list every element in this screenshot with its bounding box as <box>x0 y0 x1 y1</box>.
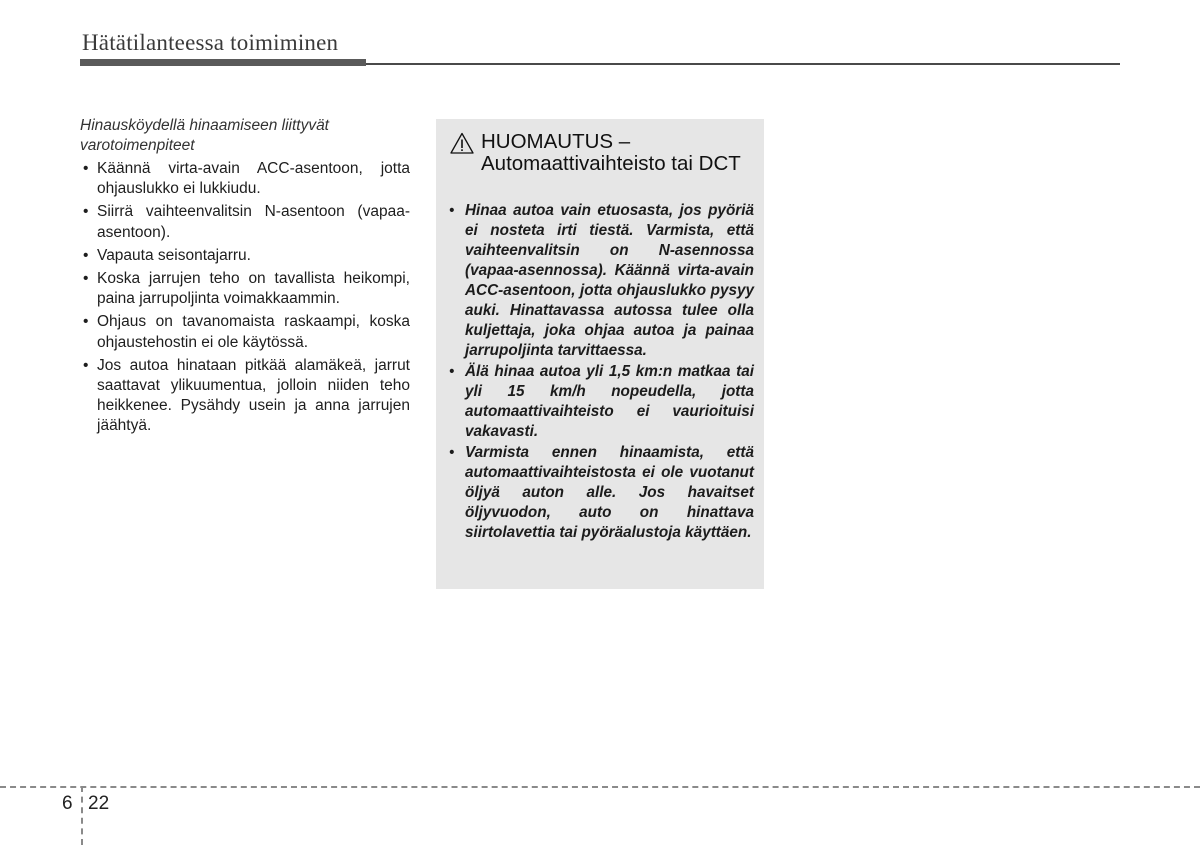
page-number: 22 <box>88 793 110 814</box>
notice-header <box>450 131 750 174</box>
list-item-text: Älä hinaa autoa yli 1,5 km:n matkaa tai yli 15 km/h nopeudella, jotta automaattivaihteisto ei vaurioituisi vakavasti. <box>465 363 754 440</box>
list-item <box>80 202 410 242</box>
list-item-text: Varmista ennen hinaamista, että automaattivaihteistosta ei ole vuotanut öljyä auton alle. Jos havaitset öljyvuodon, auto on hinattava siirtolavettia tai pyöräalustoja käyttäen. <box>465 444 754 541</box>
bullet-icon: • <box>83 160 89 177</box>
page-header-title: Hätätilanteessa toimiminen <box>82 30 339 55</box>
list-item <box>80 312 410 352</box>
notice-list <box>448 201 754 544</box>
list-item-text: Jos autoa hinataan pitkää alamäkeä, jarrut saattavat ylikuumentua, jolloin niiden teho heikkenee. Pysähdy usein ja anna jarrujen jäähtyä. <box>97 356 410 435</box>
bullet-icon: • <box>83 270 89 288</box>
list-item-text: Käännä virta-avain ACC-asentoon, jotta ohjauslukko ei lukkiudu. <box>97 160 410 198</box>
footer-dashed-rule <box>0 786 1200 788</box>
warning-triangle-icon <box>450 132 474 154</box>
bullet-icon: • <box>83 356 89 374</box>
section-number: 6 <box>62 793 73 814</box>
footer-dashed-divider <box>81 786 83 845</box>
list-item <box>448 201 754 361</box>
bullet-icon: • <box>83 313 89 331</box>
section-heading: Hinausköydellä hinaamiseen liittyvät varotoimenpiteet <box>80 117 329 154</box>
list-item <box>448 362 754 442</box>
bullet-icon: • <box>83 246 89 264</box>
precaution-list <box>80 159 410 437</box>
header-accent-bar <box>80 59 366 66</box>
list-item <box>448 443 754 543</box>
header-rule <box>366 63 1120 65</box>
list-item <box>80 246 410 266</box>
bullet-icon: • <box>449 444 455 461</box>
list-item-text: Hinaa autoa vain etuosasta, jos pyöriä ei nosteta irti tiestä. Varmista, että vaihteenvalitsin on N-asennossa (vapaa-asennossa). Käännä virta-avain ACC-asentoon, jotta ohjauslukko pysyy auki. Hinattavassa autossa tulee olla kuljettaja, joka ohjaa autoa ja painaa jarrupoljinta tarvittaessa. <box>465 202 754 359</box>
bullet-icon: • <box>449 202 455 219</box>
list-item <box>80 269 410 309</box>
list-item-text: Siirrä vaihteenvalitsin N-asentoon (vapaa-asentoon). <box>97 203 410 241</box>
list-item-text: Ohjaus on tavanomaista raskaampi, koska ohjaustehostin ei ole käytössä. <box>97 313 410 351</box>
bullet-icon: • <box>449 363 455 380</box>
list-item-text: Koska jarrujen teho on tavallista heikompi, paina jarrupoljinta voimakkaammin. <box>97 270 410 308</box>
notice-box <box>436 119 764 589</box>
notice-title: HUOMAUTUS – Automaattivaihteisto tai DCT <box>481 130 741 175</box>
left-column <box>80 116 410 440</box>
bullet-icon: • <box>83 203 89 221</box>
list-item-text: Vapauta seisontajarru. <box>97 246 251 264</box>
list-item <box>80 356 410 437</box>
list-item <box>80 159 410 199</box>
